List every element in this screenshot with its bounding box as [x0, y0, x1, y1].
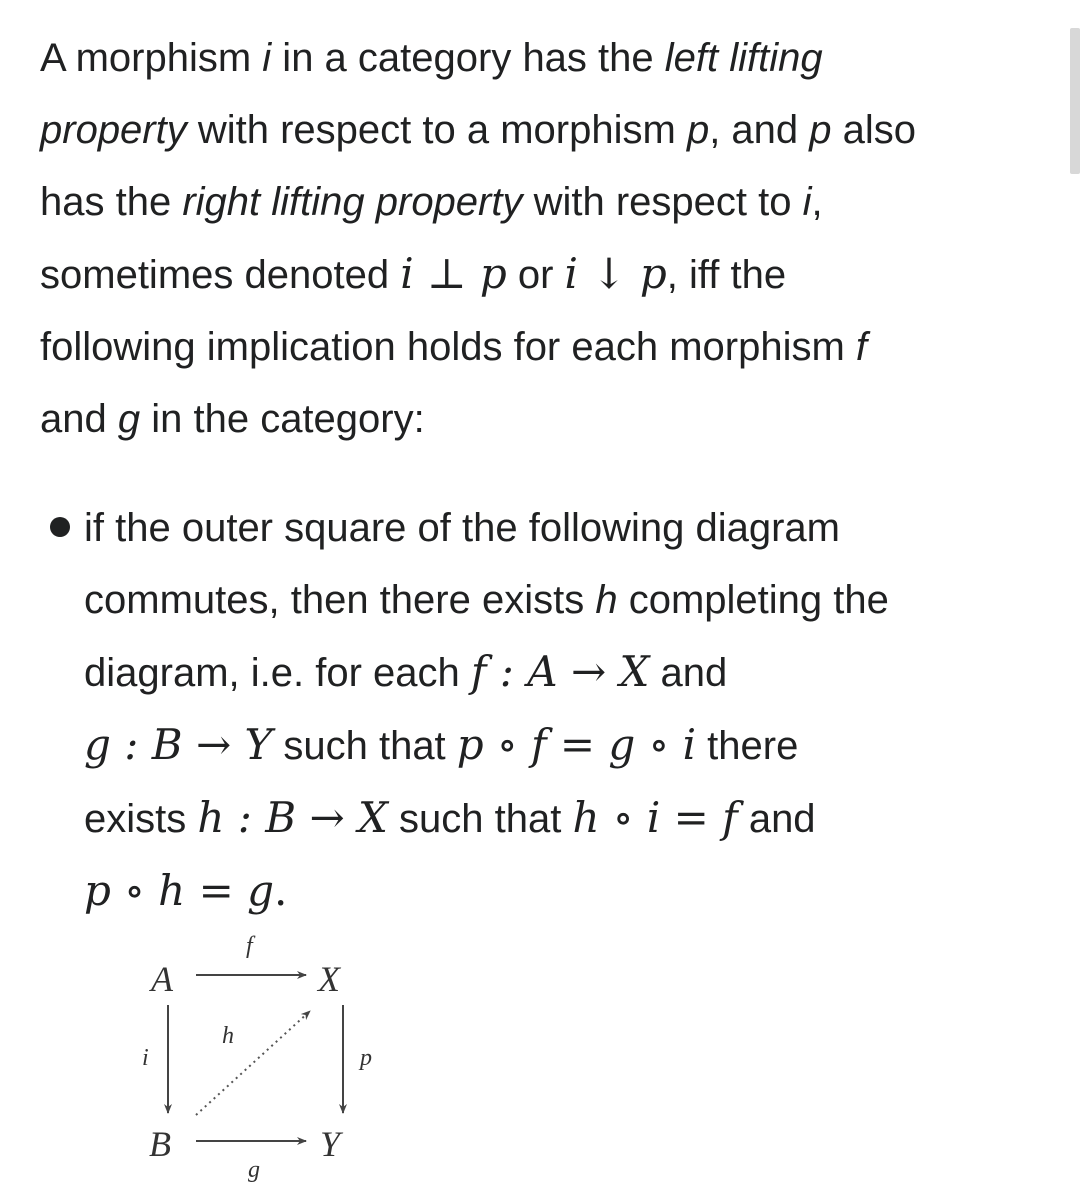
text: there	[696, 724, 799, 768]
text: in a category has the	[271, 36, 665, 80]
label-i: i	[142, 1045, 149, 1071]
text: with respect to a morphism	[186, 108, 687, 152]
definition-paragraph	[40, 22, 1040, 455]
label-f: f	[246, 933, 253, 959]
paragraph-line-6	[40, 383, 1040, 455]
text: in the category:	[140, 397, 425, 441]
text: and	[40, 397, 118, 441]
lifting-square-diagram	[130, 925, 390, 1190]
label-p: p	[360, 1045, 372, 1071]
emphasis-left-lifting: left lifting	[664, 36, 823, 80]
emphasis-property: property	[40, 108, 187, 152]
node-y: Y	[320, 1124, 341, 1164]
math-h-i-equals-f: h ∘ i = f	[572, 793, 738, 842]
bullet-item	[84, 492, 1044, 928]
math-i-down-p: i ↓ p	[564, 249, 667, 298]
text: and	[737, 797, 816, 841]
node-b: B	[149, 1124, 171, 1164]
text: with respect to	[522, 180, 803, 224]
bullet-line-5	[84, 782, 1044, 855]
text: and	[649, 651, 728, 695]
bullet-dot-icon	[50, 517, 70, 537]
paragraph-line-3	[40, 166, 1040, 238]
label-h: h	[222, 1023, 234, 1049]
emphasis-right-lifting-property: right lifting property	[182, 180, 523, 224]
bullet-line-4	[84, 709, 1044, 782]
var-i: i	[802, 180, 812, 224]
math-commute-condition: p ∘ f = g ∘ i	[456, 720, 697, 769]
text: commutes, then there exists	[84, 578, 596, 622]
text: , iff the	[666, 253, 787, 297]
label-g: g	[248, 1157, 260, 1183]
var-i: i	[262, 36, 272, 80]
arrow-h-dotted	[196, 1011, 310, 1115]
var-f: f	[855, 325, 868, 369]
var-p: p	[686, 108, 710, 152]
bullet-line-6	[84, 855, 1044, 928]
math-f-a-to-x: f : A → X	[470, 647, 650, 696]
text: such that	[387, 797, 573, 841]
paragraph-line-5	[40, 311, 1040, 383]
text: exists	[84, 797, 198, 841]
math-g-b-to-y: g : B → Y	[84, 720, 273, 769]
math-h-b-to-x: h : B → X	[197, 793, 388, 842]
text: if the outer square of the following diagram	[84, 506, 840, 550]
node-a: A	[151, 959, 173, 999]
text: , and	[709, 108, 810, 152]
text: diagram, i.e. for each	[84, 651, 471, 695]
bullet-line-2	[84, 564, 1044, 636]
math-i-perp-p: i ⊥ p	[400, 249, 507, 298]
var-h: h	[595, 578, 618, 622]
text: has the	[40, 180, 183, 224]
text: .	[274, 866, 288, 915]
paragraph-line-4	[40, 238, 1040, 311]
text: or	[506, 253, 565, 297]
var-g: g	[117, 397, 141, 441]
bullet-line-1	[84, 492, 1044, 564]
bullet-line-3	[84, 636, 1044, 709]
text: such that	[272, 724, 457, 768]
paragraph-line-2	[40, 94, 1040, 166]
text: A morphism	[40, 36, 263, 80]
text: completing the	[617, 578, 889, 622]
var-p: p	[809, 108, 832, 152]
text: also	[831, 108, 917, 152]
paragraph-line-1	[40, 22, 1040, 94]
math-p-h-equals-g: p ∘ h = g	[84, 866, 275, 915]
node-x: X	[318, 959, 340, 999]
text: sometimes denoted	[40, 253, 401, 297]
text: ,	[811, 180, 823, 224]
text: following implication holds for each morphism	[40, 325, 856, 369]
scrollbar[interactable]	[1070, 28, 1080, 174]
